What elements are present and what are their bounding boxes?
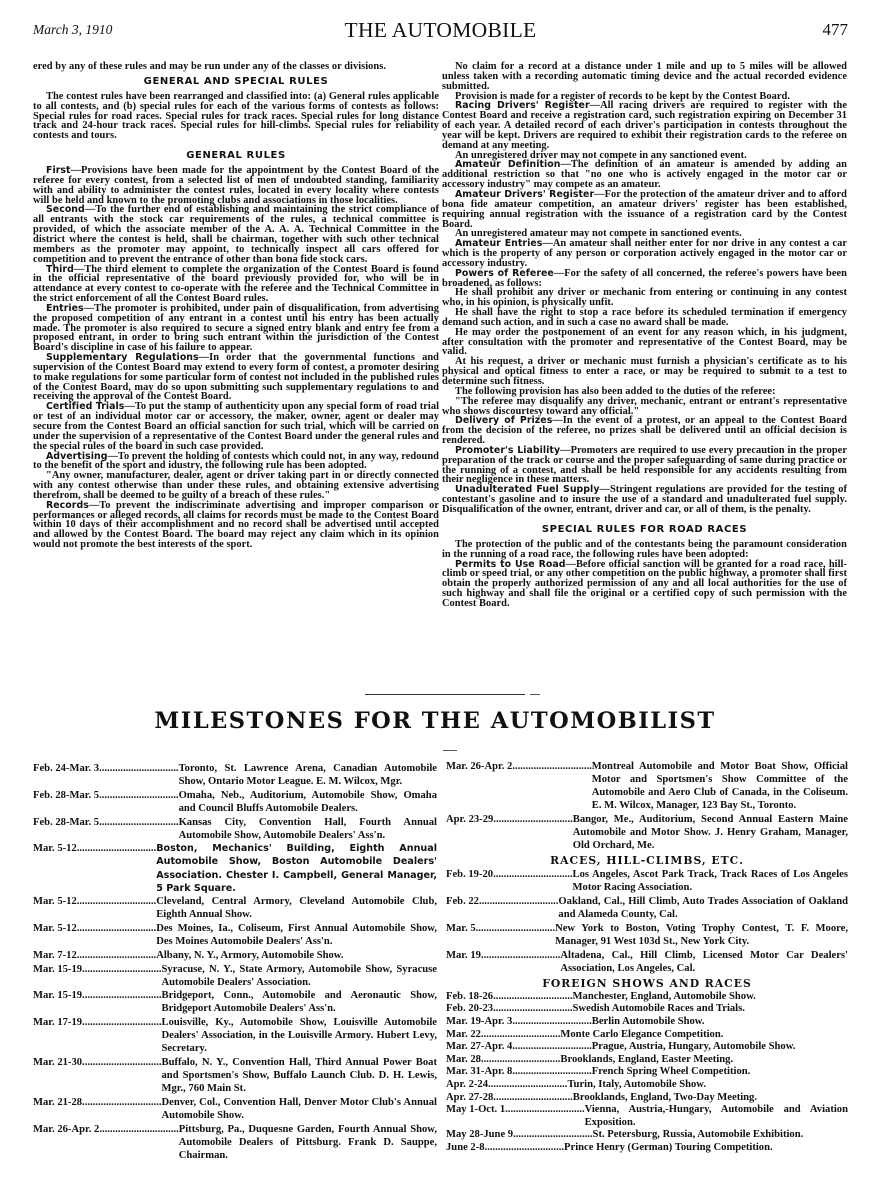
paragraph (33, 471, 439, 501)
event-description: Altadena, Cal., Hill Climb, Licensed Motor Car Dealers' Association, Los Angeles, Cal. (560, 949, 848, 974)
event-entry (446, 1041, 848, 1054)
events-column-right (446, 760, 848, 1155)
event-date-lead (446, 868, 573, 894)
event-date: May 1-Oct. 1 (446, 1104, 506, 1116)
event-date: Mar. 26-Apr. 2 (33, 1123, 100, 1135)
event-date-lead (446, 1142, 564, 1155)
run-in-heading: Entries (46, 302, 84, 314)
column-rule-mark (443, 750, 457, 751)
leader-dots: .............................. (76, 843, 157, 855)
paragraph-text: —Before official sanction will be granted for a road race, hill-climb or speed trial, or any other competition on the public highway, a promoter shall first obtain the properly authorized permission of any and all local authorities for the use of such highway and shall file the original or a certified copy of such permission with the Contest Board. (442, 558, 848, 609)
event-date: Mar. 5 (446, 922, 476, 934)
paragraph (33, 92, 439, 141)
event-description: St. Petersburg, Russia, Automobile Exhibition. (592, 1129, 804, 1141)
event-date-lead (446, 1003, 573, 1016)
event-date-lead (33, 989, 162, 1015)
event-date: Mar. 19 (446, 949, 481, 961)
leader-dots: .............................. (478, 896, 559, 908)
event-date-lead (446, 1104, 585, 1129)
event-date: Mar. 5-12 (33, 923, 77, 935)
leader-dots: .............................. (99, 1123, 179, 1135)
leader-dots: .............................. (505, 1104, 585, 1116)
event-date: Feb. 28-Mar. 5 (33, 816, 100, 828)
event-date-lead (33, 1016, 162, 1055)
event-date: Apr. 27-28 (446, 1091, 494, 1103)
event-entry (446, 922, 848, 948)
event-description: Des Moines, Ia., Coliseum, First Annual Automobile Show, Des Moines Automobile Dealers' Ass'n. (156, 923, 437, 948)
paragraph-text: "Any owner, manufacturer, dealer, agent or driver taking part in or directly connected with any contest otherwise than under these rules, and obtaining extensive advertising therefrom, shall be deemed to be guilty of a breach of these rules." (33, 470, 439, 501)
races-heading: RACES, HILL-CLIMBS, ETC. (550, 854, 744, 868)
event-date: Mar. 28 (446, 1053, 481, 1065)
event-date: Mar. 21-28 (33, 1096, 83, 1108)
event-description: Prague, Austria, Hungary, Automobile Show. (591, 1041, 796, 1053)
event-description: Vienna, Austria,-Hungary, Automobile and Aviation Exposition. (584, 1104, 848, 1128)
run-in-heading: Unadulterated Fuel Supply (455, 484, 600, 496)
leader-dots: .............................. (488, 1078, 568, 1090)
event-entry (33, 895, 437, 921)
paragraph-text: —Stringent regulations are provided for the testing of contestant's gasoline and to insure the use of a standard and unadulterated fuel supply. Disqualification of the owner, entrant, driver and car, or all of them, is the penalty. (442, 484, 848, 515)
leader-dots: .............................. (512, 1015, 592, 1027)
event-description: Syracuse, N. Y., State Armory, Automobile Show, Syracuse Automobile Dealers' Association. (161, 963, 437, 988)
event-description: Albany, N. Y., Armory, Automobile Show. (156, 949, 344, 961)
section-heading: GENERAL AND SPECIAL RULES (143, 75, 329, 87)
event-entry (446, 1129, 848, 1142)
paragraph (442, 446, 847, 485)
leader-dots: .............................. (480, 949, 561, 961)
run-in-heading: Amateur Entries (455, 238, 543, 250)
event-date-lead (33, 762, 179, 788)
event-entry (33, 1016, 437, 1055)
run-in-heading: Racing Drivers' Register (455, 100, 590, 112)
event-date-lead (446, 1079, 567, 1092)
event-entry (446, 895, 848, 921)
paragraph (442, 357, 847, 387)
event-entry (33, 922, 437, 948)
foreign-heading: FOREIGN SHOWS AND RACES (542, 976, 752, 990)
shows-list-right (446, 760, 848, 852)
event-description: Montreal Automobile and Motor Boat Show, Official Motor and Sportsmen's Show Committee of the Automobile and Aero Club of Canada, in the Coliseum. E. M. Wilcox, Manager, 123 Bay St., Toronto. (591, 761, 848, 812)
event-entry (33, 816, 437, 842)
section-heading: GENERAL RULES (186, 150, 286, 162)
event-description: Swedish Automobile Races and Trials. (572, 1003, 745, 1015)
paragraph-text: —To the further end of establishing and maintaining the strict compliance of all entrants with the stock car requirements of the rules, a technical committee is provided, of which the associate member of the A. A. A. Technical Committee in the district where the contest is held, shall be chairman, together with such other technical members as the promoter may appoint, to technically inspect all cars offered for competition and to prevent the entrance of other than bona fide stock cars. (33, 204, 439, 265)
event-description: Los Angeles, Ascot Park Track, Track Races of Los Angeles Motor Racing Association. (572, 869, 848, 894)
event-date: Feb. 24-Mar. 3 (33, 763, 100, 774)
event-entry (33, 789, 437, 815)
event-date-lead (446, 1129, 593, 1142)
run-in-heading: Certified Trials (46, 401, 125, 413)
event-description: Oakland, Cal., Hill Climb, Auto Trades Association of Oakland and Alameda County, Cal. (558, 896, 848, 921)
event-entry (446, 949, 848, 975)
run-in-heading: Powers of Referee (455, 267, 554, 279)
event-entry (33, 1123, 437, 1162)
event-description: Buffalo, N. Y., Convention Hall, Third Annual Power Boat and Sportsmen's Show, Buffalo Launch Club. D. H. Lewis, Mgr., 760 Main St. (161, 1057, 437, 1095)
leader-dots: .............................. (82, 990, 162, 1002)
event-entry (446, 1054, 848, 1067)
event-description: Kansas City, Convention Hall, Fourth Annual Automobile Show, Automobile Dealers' Ass'n. (178, 816, 437, 841)
leader-dots: .............................. (76, 923, 157, 935)
paragraph (33, 353, 439, 402)
event-entry (446, 1142, 848, 1155)
event-date: Mar. 26-Apr. 2 (446, 761, 513, 772)
event-date: Mar. 5-12 (33, 896, 77, 908)
event-entry (446, 868, 848, 894)
run-in-heading: Supplementary Regulations (46, 352, 199, 364)
leader-dots: .............................. (475, 922, 556, 934)
run-in-heading: Delivery of Prizes (455, 415, 553, 427)
paragraph-text: The contest rules have been rearranged and classified into: (a) General rules applicable to all contests, and (b) special rules for each of the various forms of contests as follows: Special rules for road races. Special rules for track races. Special rules for long distance track and 24-hour track races. Special rules for hill-climbs. Special rules for reliability contests and tours. (33, 90, 439, 142)
event-entry (33, 989, 437, 1015)
event-description: Monte Carlo Elegance Competition. (560, 1028, 724, 1040)
paragraph-text: —The promoter is prohibited, under pain of disqualification, from advertising the proposed competition of any entrant in a contest until his entry has been actually made. The promoter is also required to secure a signed entry blank and entry fee from a proposed entrant, in order to bring such entrant within the jurisdiction of the Contest Board's discipline in case of his failure to appear. (33, 302, 439, 354)
run-in-heading: Advertising (46, 450, 108, 462)
event-date: Apr. 2-24 (446, 1078, 488, 1090)
run-in-heading: Promoter's Liability (455, 444, 561, 456)
leader-dots: .............................. (512, 1066, 592, 1078)
paragraph-text: —The third element to complete the organization of the Contest Board is found in the official representative of the board previously provided for, who will be in attendance at every contest to co-operate with the referee and the Technical Committee in the strict enforcement of all the Contest Board rules. (33, 263, 439, 305)
paragraph-text: He shall prohibit any driver or mechanic from entering or continuing in any contest who, in his opinion, is physically unfit. (442, 287, 847, 309)
publication-title: THE AUTOMOBILE (344, 18, 537, 42)
event-entry (446, 1003, 848, 1016)
event-entry (33, 842, 437, 894)
event-date: Mar. 22 (446, 1028, 481, 1040)
shows-list-left (33, 762, 437, 1162)
paragraph-text: The following provision has also been added to the duties of the referee: (455, 385, 776, 397)
event-date: Apr. 23-29 (446, 813, 494, 825)
event-description: Prince Henry (German) Touring Competition. (564, 1141, 773, 1153)
event-description: Omaha, Neb., Auditorium, Automobile Show, Omaha and Council Bluffs Automobile Dealers. (178, 789, 437, 814)
event-date-lead (446, 760, 592, 812)
event-date: Mar. 19-Apr. 3 (446, 1015, 513, 1027)
event-date: Feb. 19-20 (446, 869, 494, 881)
event-entry (33, 762, 437, 788)
paragraph-text: —To prevent the holding of contests which could not, in any way, redound to the benefit of the sport and idustry, the following rule has been adopted. (33, 450, 439, 472)
running-head (33, 18, 848, 48)
event-date-lead (446, 1054, 560, 1067)
event-description: French Spring Wheel Competition. (591, 1066, 751, 1078)
paragraph-text: The protection of the public and of the contestants being the paramount consideration in the running of a road race, the following rules have been adopted: (442, 538, 847, 560)
event-date: May 28-June 9 (446, 1129, 514, 1141)
event-date: Feb. 22 (446, 896, 479, 908)
paragraph-text: An unregistered amateur may not compete in sanctioned events. (455, 228, 742, 240)
event-entry (33, 1096, 437, 1122)
event-entry (446, 760, 848, 812)
paragraph (442, 239, 847, 269)
event-description: Brooklands, England, Two-Day Meeting. (572, 1091, 757, 1103)
event-description: Boston, Mechanics' Building, Eighth Annual Automobile Show, Boston Automobile Dealers' Association. Chester I. Campbell, General Manager, 5 Park Square. (156, 843, 437, 894)
run-in-heading: Amateur Drivers' Register (455, 188, 595, 200)
section-divider-fragment (530, 694, 540, 695)
paragraph-text: —To put the stamp of authenticity upon any special form of road trial or test of an individual motor car or accessory, the maker, owner, agent or dealer may secure from the Contest Board an official sanction for such trial, which will be carried on under the supervision of a representative of the Contest Board under the general rules and the special rules of the board in such case provided. (33, 401, 440, 452)
event-description: New York to Boston, Voting Trophy Contest, T. F. Moore, Manager, 91 West 103d St., New York City. (555, 922, 848, 947)
paragraph (442, 397, 847, 417)
event-date-lead (33, 922, 156, 948)
event-description: Toronto, St. Lawrence Arena, Canadian Automobile Show, Ontario Motor League. E. M. Wilcox, Mgr. (178, 763, 437, 788)
paragraph (33, 402, 439, 451)
leader-dots: .............................. (82, 1057, 162, 1068)
paragraph (442, 328, 847, 358)
paragraph-text: He may order the postponement of an event for any reason which, in his judgment, after consultation with the promoter and representative of the Contest Board, may be valid. (442, 326, 847, 358)
paragraph (442, 485, 847, 515)
paragraph-text: —Provisions have been made for the appointment by the Contest Board of the referee for every contest, from a selected list of men of undoubted standing, familiarity with and ability to administer the contest rules, located in every locality where contests will be held and known to the promoting clubs and associations in those localities. (33, 165, 439, 206)
paragraph (442, 416, 847, 446)
event-date-lead (446, 895, 558, 921)
paragraph-text: No claim for a record at a distance under 1 mile and up to 5 miles will be allowed unless taken with a recording automatic timing device and the actual recorded evidence submitted. (442, 61, 847, 92)
run-in-heading: First (46, 165, 71, 177)
event-date-lead (33, 816, 179, 842)
leader-dots: .............................. (512, 1041, 592, 1053)
page-number: 477 (822, 20, 848, 39)
leader-dots: .............................. (99, 789, 179, 801)
event-date-lead (33, 842, 156, 894)
event-entry (446, 991, 848, 1004)
paragraph-text: —An amateur shall neither enter for nor drive in any contest a car which is the property of any person or corporation actively engaged in the motor car or accessory industry. (442, 238, 847, 269)
event-entry (446, 1029, 848, 1042)
event-date-lead (446, 1016, 592, 1029)
milestones-heading: MILESTONES FOR THE AUTOMOBILIST (154, 708, 716, 734)
event-date-lead (33, 789, 179, 815)
paragraph-text: —All racing drivers are required to register with the Contest Board and receive a registration card, such registration expiring on December 31 of each year. A detailed record of each driver's participation in contests throughout the year will be kept. Drivers are required to exhibit their registration cards to the referee on demand at any meeting. (442, 100, 847, 151)
event-date: Mar. 7-12 (33, 949, 77, 961)
event-date-lead (33, 1056, 162, 1095)
paragraph (442, 190, 847, 229)
leader-dots: .............................. (480, 1028, 561, 1040)
paragraph-text: An unregistered driver may not compete in any sanctioned event. (455, 149, 747, 161)
paragraph (33, 304, 439, 353)
paragraph-text: —To prevent the indiscriminate advertising and improper comparison or performances or alleged records, all claims for records must be made to the Contest Board within 10 days of their accomplishment and no record shall be advertised until accepted and allowed by the Contest Board. The board may reject any claim which in its opinion would not promote the best interests of the sport. (33, 499, 439, 551)
event-date: Mar. 17-19 (33, 1017, 83, 1029)
event-date-lead (33, 949, 156, 962)
paragraph-text: —For the safety of all concerned, the referee's powers have been broadened, as follows: (442, 267, 847, 289)
leader-dots: .............................. (480, 1053, 561, 1065)
leader-dots: .............................. (82, 1017, 162, 1029)
event-entry (446, 1016, 848, 1029)
leader-dots: .............................. (99, 816, 179, 828)
events-column-left (33, 762, 437, 1163)
paragraph (442, 288, 847, 308)
issue-date: March 3, 1910 (33, 22, 113, 37)
event-description: Cleveland, Central Armory, Cleveland Automobile Club, Eighth Annual Show. (156, 896, 437, 921)
event-entry (446, 1092, 848, 1105)
event-description: Manchester, England, Automobile Show. (572, 990, 756, 1002)
paragraph (33, 452, 439, 472)
section-divider (365, 694, 525, 695)
paragraph-text: At his request, a driver or mechanic must furnish a physician's certificate as to his physical and optical fitness to enter a race, or may be required to submit to a test to determine such fitness. (442, 356, 847, 387)
races-list (446, 868, 848, 975)
event-date: Feb. 20-23 (446, 1003, 494, 1015)
event-entry (33, 949, 437, 962)
paragraph (33, 501, 439, 550)
event-date-lead (446, 813, 573, 852)
paragraph (442, 269, 847, 289)
leader-dots: .............................. (493, 990, 573, 1002)
paragraph-text: —Promoters are required to use every precaution in the proper preparation of the track or course and the proper safeguarding of same during practice or the running of a contest, and shall be held responsible for any accidents resulting from their negligence in these matters. (442, 444, 847, 486)
leader-dots: .............................. (493, 1003, 573, 1015)
paragraph (442, 540, 847, 560)
leader-dots: .............................. (513, 1129, 593, 1141)
event-date-lead (33, 963, 162, 989)
rules-column-right (442, 62, 847, 609)
event-description: Pittsburg, Pa., Duquesne Garden, Fourth Annual Show, Automobile Dealers of Pittsburg. Frank D. Sauppe, Chairman. (178, 1123, 437, 1161)
event-date-lead (33, 1123, 179, 1162)
event-date: Mar. 27-Apr. 4 (446, 1041, 513, 1053)
run-in-heading: Amateur Definition (455, 159, 561, 171)
paragraph-text: —For the protection of the amateur driver and to afford bona fide amateur competition, an amateur drivers' register has been established, requiring annual registration with the issuance of a registration card by the Contest Board. (442, 188, 847, 230)
run-in-heading: Third (46, 263, 74, 275)
run-in-heading: Second (46, 204, 85, 216)
event-description: Berlin Automobile Show. (591, 1015, 705, 1027)
leader-dots: .............................. (493, 869, 573, 881)
event-description: Turin, Italy, Automobile Show. (567, 1078, 706, 1090)
event-entry (446, 813, 848, 852)
paragraph-text: —In the event of a protest, or an appeal to the Contest Board from the decision of the referee, no prizes shall be delivered until an official decision is rendered. (442, 415, 847, 447)
event-date-lead (446, 1066, 592, 1079)
event-date-lead (446, 949, 560, 975)
paragraph (442, 160, 847, 190)
rules-column-left (33, 62, 439, 550)
event-date: June 2-8 (446, 1141, 485, 1153)
paragraph (442, 308, 847, 328)
paragraph (33, 265, 439, 304)
paragraph (33, 62, 439, 72)
event-date-lead (446, 922, 555, 948)
paragraph-text: —The definition of an amateur is amended by adding an additional restriction so that "no one who is actively engaged in the motor car or accessory industry" may compete as an amateur. (442, 159, 847, 191)
paragraph (33, 205, 439, 264)
paragraph (442, 101, 847, 150)
event-entry (33, 963, 437, 989)
event-date-lead (446, 1041, 592, 1054)
leader-dots: .............................. (512, 761, 592, 772)
paragraph-text: Provision is made for a register of records to be kept by the Contest Board. (455, 90, 791, 102)
event-date-lead (33, 1096, 162, 1122)
event-entry (446, 1079, 848, 1092)
event-date: Feb. 18-26 (446, 990, 494, 1002)
leader-dots: .............................. (493, 1091, 573, 1103)
run-in-heading: Records (46, 499, 89, 511)
event-date-lead (446, 1092, 573, 1105)
leader-dots: .............................. (484, 1141, 565, 1153)
paragraph-text: ered by any of these rules and may be run under any of the classes or divisions. (33, 61, 386, 72)
paragraph (442, 62, 847, 92)
leader-dots: .............................. (76, 949, 157, 961)
event-entry (33, 1056, 437, 1095)
paragraph-text: —In order that the governmental functions and supervision of the Contest Board may extend to every form of contest, a promoter desiring to make regulations for some particular form of contest not included in the published rules of the Contest Board, may do so upon submitting such supplementary regulations to and receiving the approval of the Contest Board. (33, 352, 439, 403)
paragraph (442, 560, 847, 609)
event-description: Brooklands, England, Easter Meeting. (560, 1053, 734, 1065)
event-date-lead (33, 895, 156, 921)
leader-dots: .............................. (76, 896, 157, 908)
event-date: Mar. 21-30 (33, 1057, 83, 1068)
event-date: Mar. 15-19 (33, 963, 83, 975)
foreign-list (446, 991, 848, 1155)
leader-dots: .............................. (493, 813, 573, 825)
section-heading: SPECIAL RULES FOR ROAD RACES (541, 523, 748, 535)
run-in-heading: Permits to Use Road (455, 558, 566, 570)
leader-dots: .............................. (82, 963, 162, 975)
event-date: Feb. 28-Mar. 5 (33, 789, 100, 801)
event-entry (446, 1066, 848, 1079)
paragraph-text: He shall have the right to stop a race before its scheduled termination if emergency demand such action, and in such a case no award shall be made. (442, 307, 847, 328)
event-description: Louisville, Ky., Automobile Show, Louisville Automobile Dealers' Association, in the Louisville Armory. Hubert Levy, Secretary. (161, 1017, 437, 1055)
paragraph (33, 166, 439, 205)
event-entry (446, 1104, 848, 1129)
leader-dots: .............................. (82, 1096, 162, 1108)
event-description: Bangor, Me., Auditorium, Second Annual Eastern Maine Automobile and Motor Show. J. Henry Graham, Manager, Old Orchard, Me. (572, 813, 848, 852)
event-date-lead (446, 991, 573, 1004)
leader-dots: .............................. (99, 763, 179, 774)
event-date: Mar. 31-Apr. 8 (446, 1066, 513, 1078)
event-description: Bridgeport, Conn., Automobile and Aeronautic Show, Bridgeport Automobile Dealers' Ass'n. (161, 990, 437, 1015)
event-date: Mar. 5-12 (33, 843, 77, 855)
paragraph-text: "The referee may disqualify any driver, mechanic, entrant or entrant's representative who shows discourtesy toward any official." (442, 395, 847, 417)
event-description: Denver, Col., Convention Hall, Denver Motor Club's Annual Automobile Show. (161, 1096, 437, 1121)
event-date: Mar. 15-19 (33, 990, 83, 1002)
event-date-lead (446, 1029, 560, 1042)
